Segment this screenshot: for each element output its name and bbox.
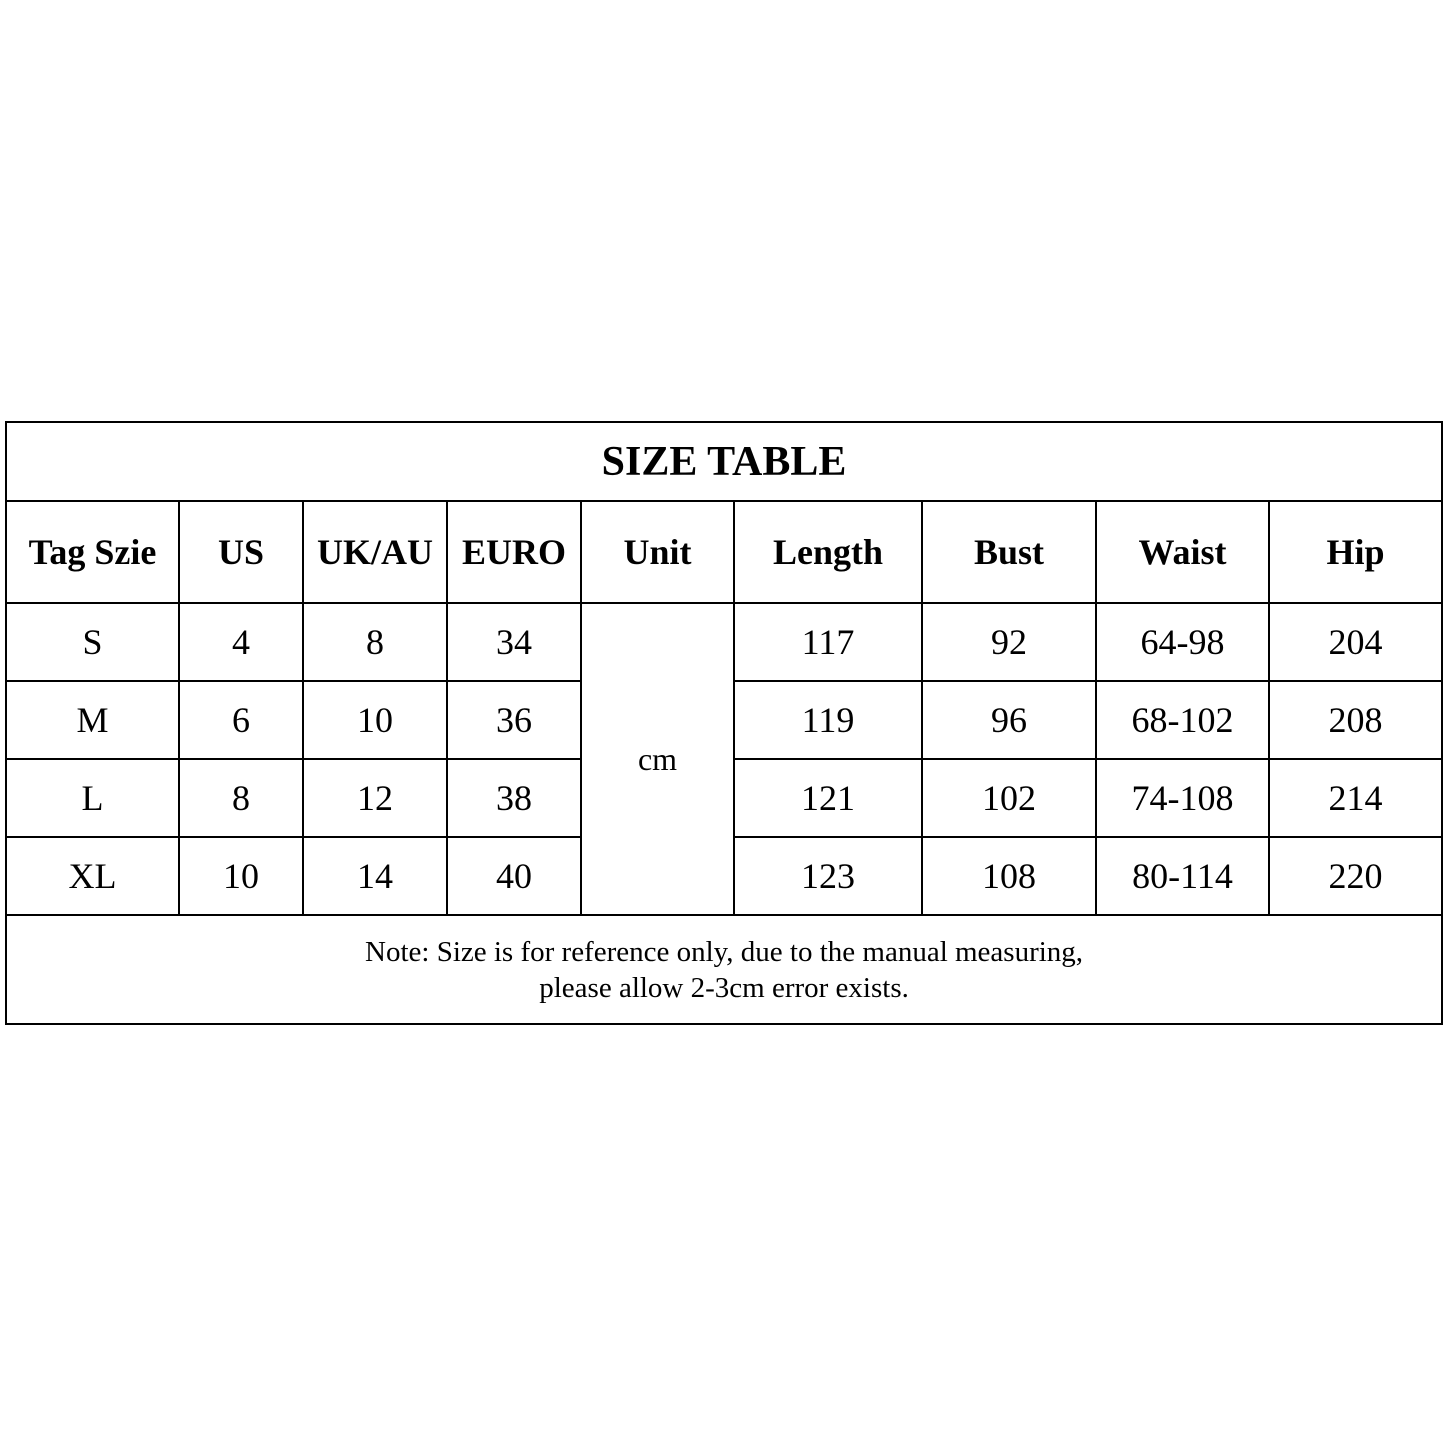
cell-tag-size: XL <box>6 837 179 915</box>
cell-bust: 102 <box>922 759 1096 837</box>
cell-length: 119 <box>734 681 922 759</box>
cell-waist: 74-108 <box>1096 759 1269 837</box>
cell-tag-size: M <box>6 681 179 759</box>
cell-hip: 214 <box>1269 759 1442 837</box>
cell-us: 10 <box>179 837 303 915</box>
note-row <box>6 915 1442 1024</box>
cell-unit: cm <box>581 603 734 915</box>
size-table <box>5 421 1443 1025</box>
cell-euro: 40 <box>447 837 581 915</box>
note-line-1: Note: Size is for reference only, due to the manual measuring, <box>365 935 1084 968</box>
cell-waist: 64-98 <box>1096 603 1269 681</box>
cell-length: 121 <box>734 759 922 837</box>
header-unit: Unit <box>581 501 734 603</box>
cell-uk-au: 12 <box>303 759 447 837</box>
cell-bust: 96 <box>922 681 1096 759</box>
cell-waist: 68-102 <box>1096 681 1269 759</box>
header-waist: Waist <box>1096 501 1269 603</box>
cell-us: 8 <box>179 759 303 837</box>
cell-euro: 38 <box>447 759 581 837</box>
header-length: Length <box>734 501 922 603</box>
header-hip: Hip <box>1269 501 1442 603</box>
table-title: SIZE TABLE <box>6 422 1442 501</box>
cell-length: 123 <box>734 837 922 915</box>
size-table-container <box>5 421 1441 1025</box>
cell-euro: 36 <box>447 681 581 759</box>
cell-bust: 92 <box>922 603 1096 681</box>
cell-hip: 220 <box>1269 837 1442 915</box>
cell-waist: 80-114 <box>1096 837 1269 915</box>
cell-tag-size: S <box>6 603 179 681</box>
header-uk-au: UK/AU <box>303 501 447 603</box>
header-euro: EURO <box>447 501 581 603</box>
header-us: US <box>179 501 303 603</box>
note-text <box>6 915 1442 1024</box>
cell-length: 117 <box>734 603 922 681</box>
cell-us: 6 <box>179 681 303 759</box>
cell-hip: 208 <box>1269 681 1442 759</box>
note-line-2: please allow 2-3cm error exists. <box>539 971 909 1004</box>
cell-hip: 204 <box>1269 603 1442 681</box>
table-row <box>6 603 1442 681</box>
header-row <box>6 501 1442 603</box>
cell-bust: 108 <box>922 837 1096 915</box>
cell-tag-size: L <box>6 759 179 837</box>
cell-euro: 34 <box>447 603 581 681</box>
cell-us: 4 <box>179 603 303 681</box>
cell-uk-au: 8 <box>303 603 447 681</box>
cell-uk-au: 14 <box>303 837 447 915</box>
header-bust: Bust <box>922 501 1096 603</box>
title-row <box>6 422 1442 501</box>
cell-uk-au: 10 <box>303 681 447 759</box>
header-tag-size: Tag Szie <box>6 501 179 603</box>
